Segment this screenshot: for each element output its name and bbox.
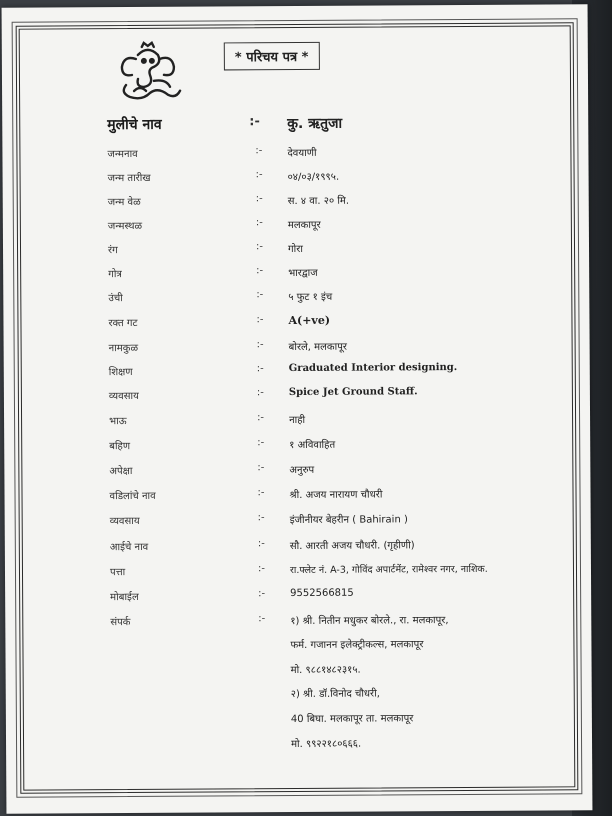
page-title: * परिचय पत्र *: [224, 42, 320, 71]
field-separator: :-: [256, 387, 264, 399]
field-row-mother-name: [5, 536, 591, 562]
field-row-family-name: [4, 337, 590, 363]
field-label: उंची: [108, 293, 123, 305]
field-value: Spice Jet Ground Staff.: [288, 386, 418, 399]
field-row-birth-name: [2, 143, 588, 169]
field-label: शिक्षण: [108, 367, 133, 379]
field-separator: :-: [256, 339, 264, 351]
field-value: स. ४ वा. २० मि.: [287, 195, 350, 208]
field-value: देवयाणी: [287, 147, 317, 160]
field-row-height: [3, 287, 589, 313]
field-row-brother: [4, 410, 590, 436]
field-row-contact: [5, 611, 591, 637]
field-value: भारद्वाज: [288, 267, 318, 280]
field-value: बोरले, मलकापूर: [288, 341, 347, 354]
field-value: नाही: [289, 414, 306, 427]
field-separator: :-: [255, 193, 263, 205]
field-separator: :-: [249, 114, 260, 130]
field-separator: :-: [258, 588, 266, 600]
field-label: मोबाईल: [110, 591, 139, 604]
field-label: जन्म तारीख: [107, 172, 151, 185]
field-value: Graduated Interior designing.: [288, 362, 458, 375]
field-value: इंजीनीयर बेहरीन ( Bahirain ): [289, 514, 408, 527]
field-row-birth-time: [3, 191, 589, 217]
field-label: व्यवसाय: [109, 515, 140, 528]
field-row-sister: [4, 435, 590, 461]
field-value: १ अविवाहित: [289, 439, 336, 452]
field-label: आईचे नाव: [109, 541, 149, 554]
field-row-complexion: [3, 239, 589, 265]
field-row-mobile: [5, 586, 591, 612]
contact-line: फर्म. गजानन इलेक्ट्रीकल्स, मलकापूर: [290, 639, 424, 652]
field-row-education: [4, 361, 590, 387]
field-value: सौ. आरती अजय चौधरी. (गृहीणी): [289, 540, 415, 553]
field-separator: :-: [256, 363, 264, 375]
field-separator: :-: [256, 289, 264, 301]
field-label: रक्त गट: [108, 317, 138, 330]
field-label: मुलीचे नाव: [107, 116, 162, 134]
field-label: पत्ता: [109, 567, 126, 579]
field-label: बहिण: [109, 441, 131, 453]
field-separator: :-: [257, 412, 265, 424]
field-value: मलकापूर: [287, 219, 321, 232]
field-label: जन्मनाव: [107, 148, 138, 161]
contact-line: मो. ९९२२१८०६६६.: [291, 738, 362, 751]
field-value: कु. ऋतुजा: [287, 115, 343, 133]
field-value: श्री. अजय नारायण चौधरी: [289, 489, 383, 502]
field-value: 9552566815: [290, 587, 354, 600]
field-label: भाऊ: [109, 416, 127, 428]
field-separator: :-: [257, 487, 265, 499]
field-value: १) श्री. नितीन मधुकर बोरले., रा. मलकापूर,: [290, 615, 449, 628]
field-separator: :-: [255, 169, 263, 181]
field-label: संपर्क: [110, 617, 131, 629]
field-value: ०४/०३/१९९५.: [287, 171, 340, 184]
field-separator: :-: [257, 563, 265, 575]
field-separator: :-: [257, 462, 265, 474]
field-value: ५ फुट १ इंच: [288, 291, 333, 304]
field-label: रंग: [107, 245, 118, 257]
field-row-blood-group: [3, 312, 589, 338]
field-row-address: [5, 561, 591, 587]
field-label: जन्म वेळ: [107, 196, 141, 209]
field-row-birth-place: [3, 215, 589, 241]
field-row-birth-date: [3, 167, 589, 193]
field-label: जन्मस्थळ: [107, 220, 143, 233]
field-value: A(+ve): [288, 313, 331, 328]
field-separator: :-: [255, 217, 263, 229]
field-label: गोत्र: [108, 269, 122, 281]
contact-line: २) श्री. डॉ.विनोद चौधरी,: [290, 688, 380, 701]
field-label: वडिलांचे नाव: [109, 490, 156, 503]
field-row-occupation: [4, 385, 590, 411]
field-label: अपेक्षा: [109, 466, 133, 478]
field-separator: :-: [257, 538, 265, 550]
field-separator: :-: [256, 314, 264, 326]
field-separator: :-: [255, 145, 263, 157]
contact-line: 40 बिघा. मलकापूर ता. मलकापूर: [290, 713, 414, 726]
field-separator: :-: [257, 437, 265, 449]
field-value: रा.फ्लेट नं. A-3, गोविंद अपार्टमेंट, रामेश्वर नगर, नाशिक.: [289, 563, 488, 577]
field-separator: :-: [258, 613, 266, 625]
field-row-father-name: [4, 485, 590, 511]
field-label: व्यवसाय: [108, 390, 139, 403]
field-separator: :-: [257, 512, 265, 524]
field-value: अनुरुप: [289, 464, 315, 477]
field-row-girl-name: [2, 112, 588, 138]
biodata-sheet: [2, 4, 593, 814]
field-row-expectation: [4, 460, 590, 486]
field-label: नामकुळ: [108, 342, 139, 355]
field-separator: :-: [256, 265, 264, 277]
field-value: गोरा: [287, 243, 303, 256]
details-list: [2, 4, 593, 814]
field-row-gotra: [3, 263, 589, 289]
field-separator: :-: [255, 241, 264, 253]
contact-line: मो. ९८८१४८२३१५.: [290, 664, 361, 677]
field-row-father-occupation: [5, 510, 591, 536]
